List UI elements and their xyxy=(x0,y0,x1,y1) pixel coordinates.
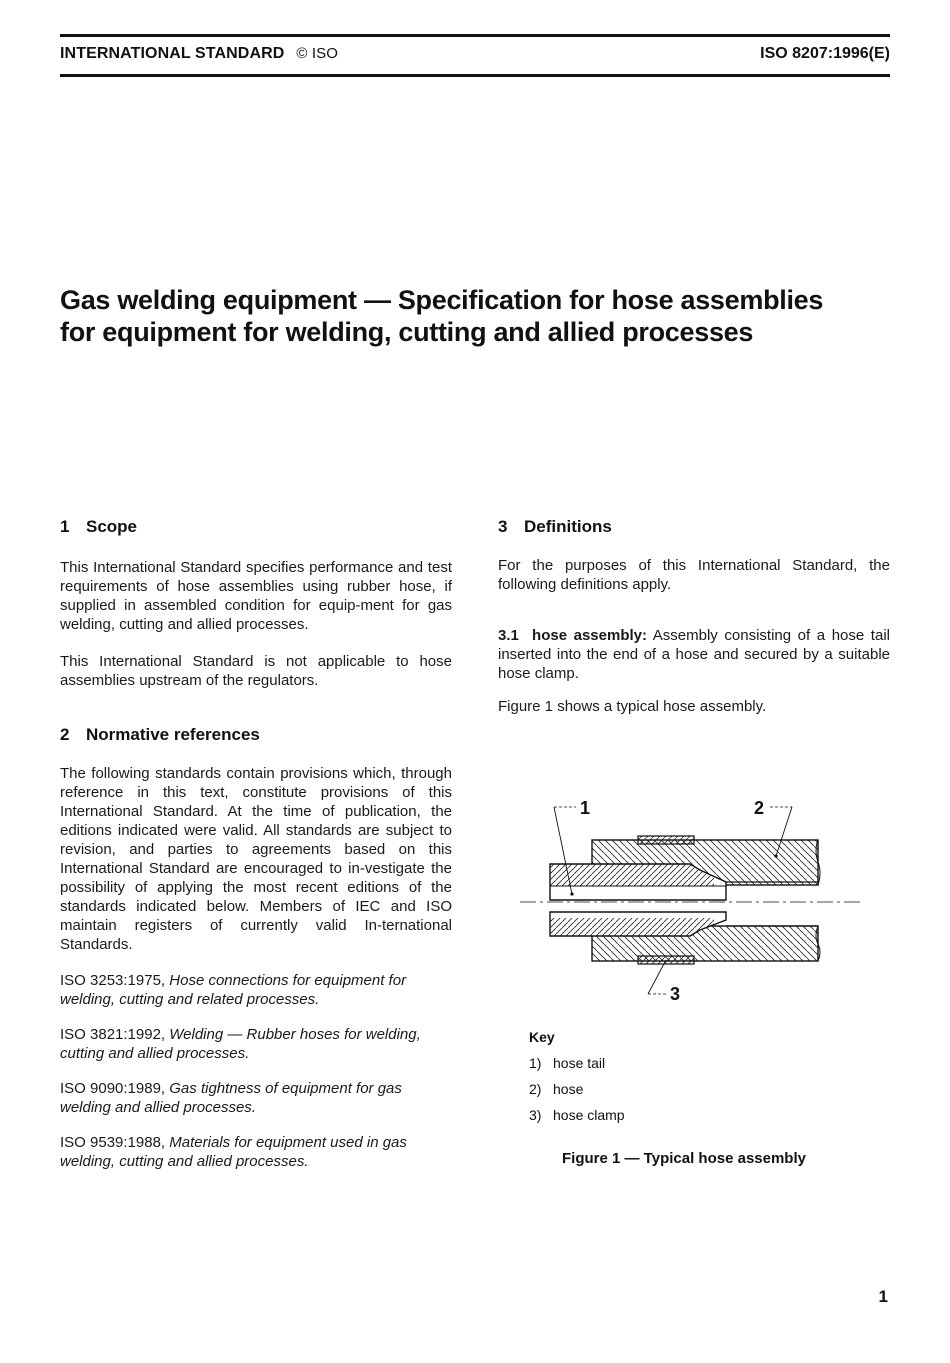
figure-reference: Figure 1 shows a typical hose assembly. xyxy=(498,698,767,715)
right-column xyxy=(498,516,890,716)
reference-item: ISO 3821:1992, Welding — Rubber hoses for welding, cutting and allied processes. xyxy=(60,1026,421,1062)
hose-clamp-top xyxy=(638,836,694,844)
title-line-2: for equipment for welding, cutting and allied processes xyxy=(60,317,754,347)
left-column xyxy=(60,516,452,1171)
figure-key xyxy=(529,1024,625,1128)
scope-paragraph-1: This International Standard specifies performance and test requirements of hose assemblies using rubber hose, if supplied in assembled condition for equip-ment for gas welding, cutting and allied processes. xyxy=(60,559,452,633)
page-number: 1 xyxy=(878,1287,888,1306)
header-rule-top xyxy=(60,34,890,37)
callout-2: 2 xyxy=(754,798,765,818)
document-title xyxy=(60,284,910,348)
reference-item: ISO 3253:1975, Hose connections for equipment for welding, cutting and related processes. xyxy=(60,972,407,1008)
key-item: 3) hose clamp xyxy=(529,1107,625,1123)
key-item: 2) hose xyxy=(529,1081,584,1097)
callout-1: 1 xyxy=(580,798,591,818)
hose-assembly-figure xyxy=(520,790,865,1005)
copyright: © ISO xyxy=(296,45,338,62)
callout-3: 3 xyxy=(670,984,681,1004)
definition-3-1: 3.1 hose assembly: Assembly consisting of a hose tail inserted into the end of a hose and secured by a suitable hose clamp. xyxy=(498,627,890,682)
references-intro: The following standards contain provisions which, through reference in this text, constitute provisions of this International Standard. At the time of publication, the editions indicated were valid. All standards are subject to revision, and parties to agreements based on this International Standard are encouraged to in-vestigate the possibility of applying the most recent editions of the standards indicated below. Members of IEC and ISO maintain registers of currently valid In-ternational Standards. xyxy=(60,765,452,953)
key-title: Key xyxy=(529,1029,555,1045)
definitions-intro: For the purposes of this International Standard, the following definitions apply. xyxy=(498,557,890,593)
header-left xyxy=(60,45,338,63)
section-3-heading: 3 Definitions xyxy=(498,517,612,536)
reference-item: ISO 9090:1989, Gas tightness of equipment for gas welding and allied processes. xyxy=(60,1080,402,1116)
section-1-heading: 1 Scope xyxy=(60,517,138,536)
header-rule-bottom xyxy=(60,74,890,77)
standard-type: INTERNATIONAL STANDARD xyxy=(60,45,285,62)
reference-item: ISO 9539:1988, Materials for equipment used in gas welding, cutting and allied processes. xyxy=(60,1134,407,1170)
scope-paragraph-2: This International Standard is not applicable to hose assemblies upstream of the regulators. xyxy=(60,653,452,689)
key-item: 1) hose tail xyxy=(529,1055,606,1071)
standard-number: ISO 8207:1996(E) xyxy=(760,45,890,62)
title-line-1: Gas welding equipment — Specification for hose assemblies xyxy=(60,285,824,315)
section-2-heading: 2 Normative references xyxy=(60,725,260,744)
figure-caption: Figure 1 — Typical hose assembly xyxy=(562,1150,806,1167)
